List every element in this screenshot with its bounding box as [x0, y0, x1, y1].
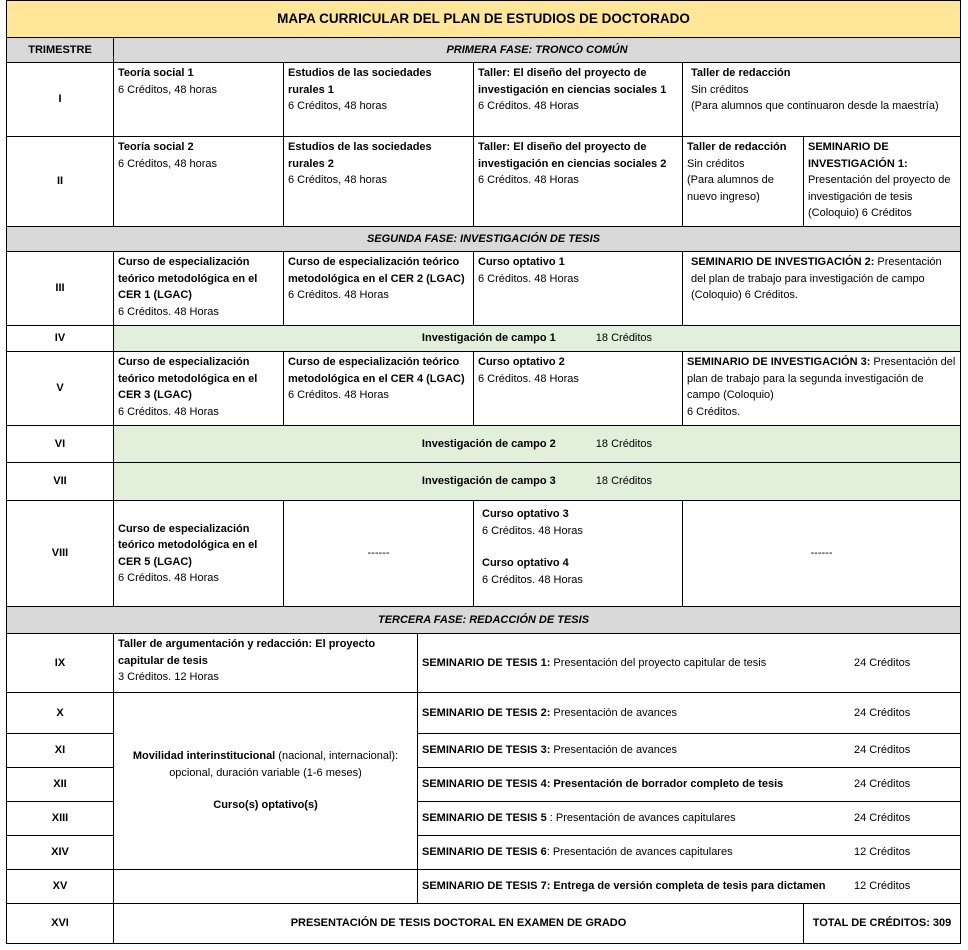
course-cell	[283, 351, 474, 426]
row-label-XIV	[6, 835, 114, 870]
course-cell	[283, 136, 474, 227]
course-credits: 6 Créditos. 48 Horas	[478, 372, 579, 385]
course-credits: 6 Créditos. 48 Horas	[118, 405, 219, 418]
course-title: Curso de especialización teórico metodológica en el CER 1 (LGAC)	[118, 256, 258, 301]
thesis-seminar-title: SEMINARIO DE TESIS 7	[422, 880, 547, 893]
thesis-seminar-row	[417, 767, 961, 802]
thesis-seminar-description: : Presentación de avances capitulares	[546, 846, 733, 859]
course-credits: 6 Créditos. 48 Horas	[288, 389, 389, 401]
course-cell	[283, 62, 474, 137]
row-label-text: XV	[52, 880, 68, 893]
course-credits: 6 Créditos. 48 Horas	[482, 524, 583, 537]
course-cell	[113, 500, 284, 607]
course-title: Curso optativo 3	[482, 508, 569, 520]
seminar-description: Presentación del plan de trabajo para la segunda investigación de campo (Coloquio)	[687, 356, 956, 401]
row-label-text: IV	[54, 332, 66, 345]
course-title: Taller de argumentación y redacción: El proyecto capitular de tesis	[118, 638, 376, 667]
row-label-text: VII	[53, 475, 67, 488]
row-label-XII	[6, 767, 114, 802]
seminar-description: Presentación del proyecto de investigación de tesis (Coloquio) 6 Créditos	[808, 174, 951, 219]
course-credits: 6 Créditos, 48 horas	[288, 100, 388, 112]
field-research-cell	[113, 325, 961, 352]
thesis-seminar-title: SEMINARIO DE TESIS 5	[422, 812, 547, 825]
row-label-IX	[6, 633, 114, 693]
row-label-text: III	[55, 282, 65, 295]
row-label-I	[6, 62, 114, 137]
field-research-cell	[113, 425, 961, 463]
field-research-name: Investigación de campo 1	[421, 332, 556, 345]
seminar-title: SEMINARIO DE INVESTIGACIÓN 2:	[691, 256, 875, 268]
row-label-XI	[6, 733, 114, 768]
thesis-seminar-title: SEMINARIO DE TESIS 1:	[422, 656, 551, 669]
field-research-name: Investigación de campo 2	[421, 437, 556, 450]
seminar-title: SEMINARIO DE INVESTIGACIÓN 1:	[808, 141, 908, 170]
seminar-cell	[803, 136, 961, 227]
course-title: Curso optativo 4	[482, 557, 569, 569]
course-cell	[682, 136, 804, 227]
course-title: Curso de especialización teórico metodológica en el CER 4 (LGAC)	[288, 356, 465, 385]
course-title: Curso optativo 1	[478, 256, 565, 268]
phase-3-header	[6, 606, 961, 634]
course-cell	[283, 251, 474, 326]
row-label-text: VI	[54, 437, 66, 450]
row-label-V	[6, 351, 114, 426]
course-credits: 6 Créditos, 48 horas	[288, 174, 388, 186]
empty-cell	[113, 869, 418, 904]
row-label-XVI	[6, 903, 114, 944]
course-cell	[113, 62, 284, 137]
thesis-seminar-row	[417, 692, 961, 734]
course-title: Curso optativo 2	[478, 356, 565, 368]
total-credits-cell	[803, 903, 961, 944]
thesis-seminar-credits: 24 Créditos	[854, 656, 911, 669]
field-research-credits: 18 Créditos	[595, 437, 653, 450]
field-research-cell	[113, 462, 961, 501]
thesis-seminar-description: : Entrega de versión completa de tesis para dictamen	[546, 880, 826, 893]
course-title: Taller: El diseño del proyecto de investigación en ciencias sociales 2	[478, 141, 667, 170]
row-label-text: IX	[54, 656, 66, 669]
empty-dashes: ------	[367, 547, 390, 560]
course-title: Teoría social 1	[118, 67, 194, 79]
row-label-X	[6, 692, 114, 734]
phase-1-text: PRIMERA FASE: TRONCO COMÚN	[446, 43, 628, 56]
empty-dashes: ------	[810, 547, 833, 560]
field-research-credits: 18 Créditos	[595, 475, 653, 488]
trimestre-header	[6, 37, 114, 63]
course-credits: 6 Créditos. 48 Horas	[478, 272, 579, 285]
thesis-seminar-description: : Presentación de avances capitulares	[546, 812, 736, 825]
phase-2-header	[6, 226, 961, 252]
exam-text: PRESENTACIÓN DE TESIS DOCTORAL EN EXAMEN DE GRADO	[290, 917, 627, 930]
thesis-seminar-credits: 12 Créditos	[854, 846, 911, 859]
course-title: Curso de especialización teórico metodológica en el CER 2 (LGAC)	[288, 256, 465, 285]
thesis-seminar-title: SEMINARIO DE TESIS 3:	[422, 744, 551, 757]
mobility-description: (nacional, internacional): opcional, duración variable (1-6 meses)	[169, 750, 399, 779]
course-cell	[682, 62, 961, 137]
thesis-seminar-credits: 24 Créditos	[854, 744, 911, 757]
mobility-cell	[113, 692, 418, 870]
row-label-text: XIII	[51, 812, 69, 825]
thesis-seminar-credits: 24 Créditos	[854, 706, 911, 719]
row-label-text: VIII	[51, 547, 69, 560]
course-title: Teoría social 2	[118, 141, 194, 153]
course-note: (Para alumnos de nuevo ingreso)	[687, 174, 774, 203]
empty-cell	[682, 500, 961, 607]
row-label-III	[6, 251, 114, 326]
title-text: MAPA CURRICULAR DEL PLAN DE ESTUDIOS DE DOCTORADO	[277, 10, 690, 26]
row-label-text: XII	[53, 778, 67, 791]
course-cell	[473, 500, 683, 607]
course-cell	[473, 351, 683, 426]
thesis-seminar-title: SEMINARIO DE TESIS 2:	[422, 706, 551, 719]
phase-2-text: SEGUNDA FASE: INVESTIGACIÓN DE TESIS	[366, 232, 601, 245]
thesis-seminar-row	[417, 633, 961, 693]
course-cell	[113, 351, 284, 426]
trimestre-header-text: TRIMESTRE	[28, 43, 92, 56]
phase-1-header	[113, 37, 961, 63]
course-credits: 6 Créditos. 48 Horas	[478, 100, 579, 112]
course-credits: 6 Créditos. 48 Horas	[118, 572, 219, 584]
seminar-credits: 6 Créditos.	[687, 405, 741, 418]
course-cell	[113, 633, 418, 693]
course-credits: 6 Créditos. 48 Horas	[478, 174, 579, 186]
empty-cell	[283, 500, 474, 607]
total-credits-text: TOTAL DE CRÉDITOS: 309	[812, 917, 952, 930]
mobility-title: Movilidad interinstitucional	[132, 750, 276, 763]
course-credits: Sin créditos	[687, 157, 745, 170]
row-label-text: X	[56, 706, 64, 719]
row-label-text: XVI	[51, 917, 69, 930]
thesis-seminar-row	[417, 733, 961, 768]
phase-3-text: TERCERA FASE: REDACCIÓN DE TESIS	[377, 613, 590, 626]
thesis-seminar-credits: 24 Créditos	[854, 778, 911, 791]
course-cell	[113, 136, 284, 227]
row-label-II	[6, 136, 114, 227]
course-credits: 6 Créditos. 48 Horas	[288, 289, 389, 301]
row-label-XV	[6, 869, 114, 904]
course-title: Estudios de las sociedades rurales 1	[288, 67, 432, 96]
course-cell	[113, 251, 284, 326]
table-title	[6, 0, 961, 38]
course-credits: 6 Créditos, 48 horas	[118, 157, 218, 170]
course-credits: 6 Créditos, 48 horas	[118, 83, 218, 96]
thesis-seminar-row	[417, 835, 961, 870]
course-note: (Para alumnos que continuaron desde la maestría)	[691, 100, 939, 112]
row-label-IV	[6, 325, 114, 352]
course-title: Taller de redacción	[687, 141, 787, 153]
row-label-VI	[6, 425, 114, 463]
exam-cell	[113, 903, 804, 944]
course-credits: 3 Créditos. 12 Horas	[118, 671, 219, 683]
thesis-seminar-title: SEMINARIO DE TESIS 4: Presentación de borrador completo de tesis	[422, 778, 784, 791]
field-research-credits: 18 Créditos	[595, 332, 653, 345]
seminar-cell	[682, 251, 961, 326]
row-label-VIII	[6, 500, 114, 607]
field-research-name: Investigación de campo 3	[421, 475, 556, 488]
thesis-seminar-credits: 12 Créditos	[854, 880, 911, 893]
course-title: Taller: El diseño del proyecto de investigación en ciencias sociales 1	[478, 67, 667, 96]
course-credits: Sin créditos	[691, 83, 749, 96]
thesis-seminar-description: Presentación de avances	[550, 744, 677, 757]
seminar-title: SEMINARIO DE INVESTIGACIÓN 3:	[687, 356, 871, 368]
row-label-VII	[6, 462, 114, 501]
seminar-cell	[682, 351, 961, 426]
course-title: Taller de redacción	[691, 67, 791, 79]
row-label-text: I	[58, 93, 62, 106]
seminar-description: Presentación del plan de trabajo para investigación de campo (Coloquio) 6 Créditos.	[691, 256, 942, 301]
thesis-seminar-row	[417, 801, 961, 836]
course-title: Curso de especialización teórico metodológica en el CER 5 (LGAC)	[118, 522, 258, 568]
thesis-seminar-credits: 24 Créditos	[854, 812, 911, 825]
course-cell	[473, 62, 683, 137]
row-label-text: V	[56, 382, 64, 395]
thesis-seminar-row	[417, 869, 961, 904]
course-title: Curso de especialización teórico metodológica en el CER 3 (LGAC)	[118, 356, 258, 401]
row-label-text: XIV	[51, 846, 69, 859]
course-cell	[473, 251, 683, 326]
row-label-text: XI	[54, 744, 66, 757]
course-credits: 6 Créditos. 48 Horas	[482, 573, 583, 586]
optional-courses-label: Curso(s) optativo(s)	[213, 799, 318, 812]
thesis-seminar-title: SEMINARIO DE TESIS 6	[422, 846, 547, 859]
row-label-text: II	[56, 175, 64, 188]
course-title: Estudios de las sociedades rurales 2	[288, 141, 432, 170]
thesis-seminar-description: Presentación del proyecto capitular de tesis	[550, 656, 767, 669]
row-label-XIII	[6, 801, 114, 836]
thesis-seminar-description: Presentación de avances	[550, 706, 677, 719]
course-cell	[473, 136, 683, 227]
course-credits: 6 Créditos. 48 Horas	[118, 305, 219, 318]
